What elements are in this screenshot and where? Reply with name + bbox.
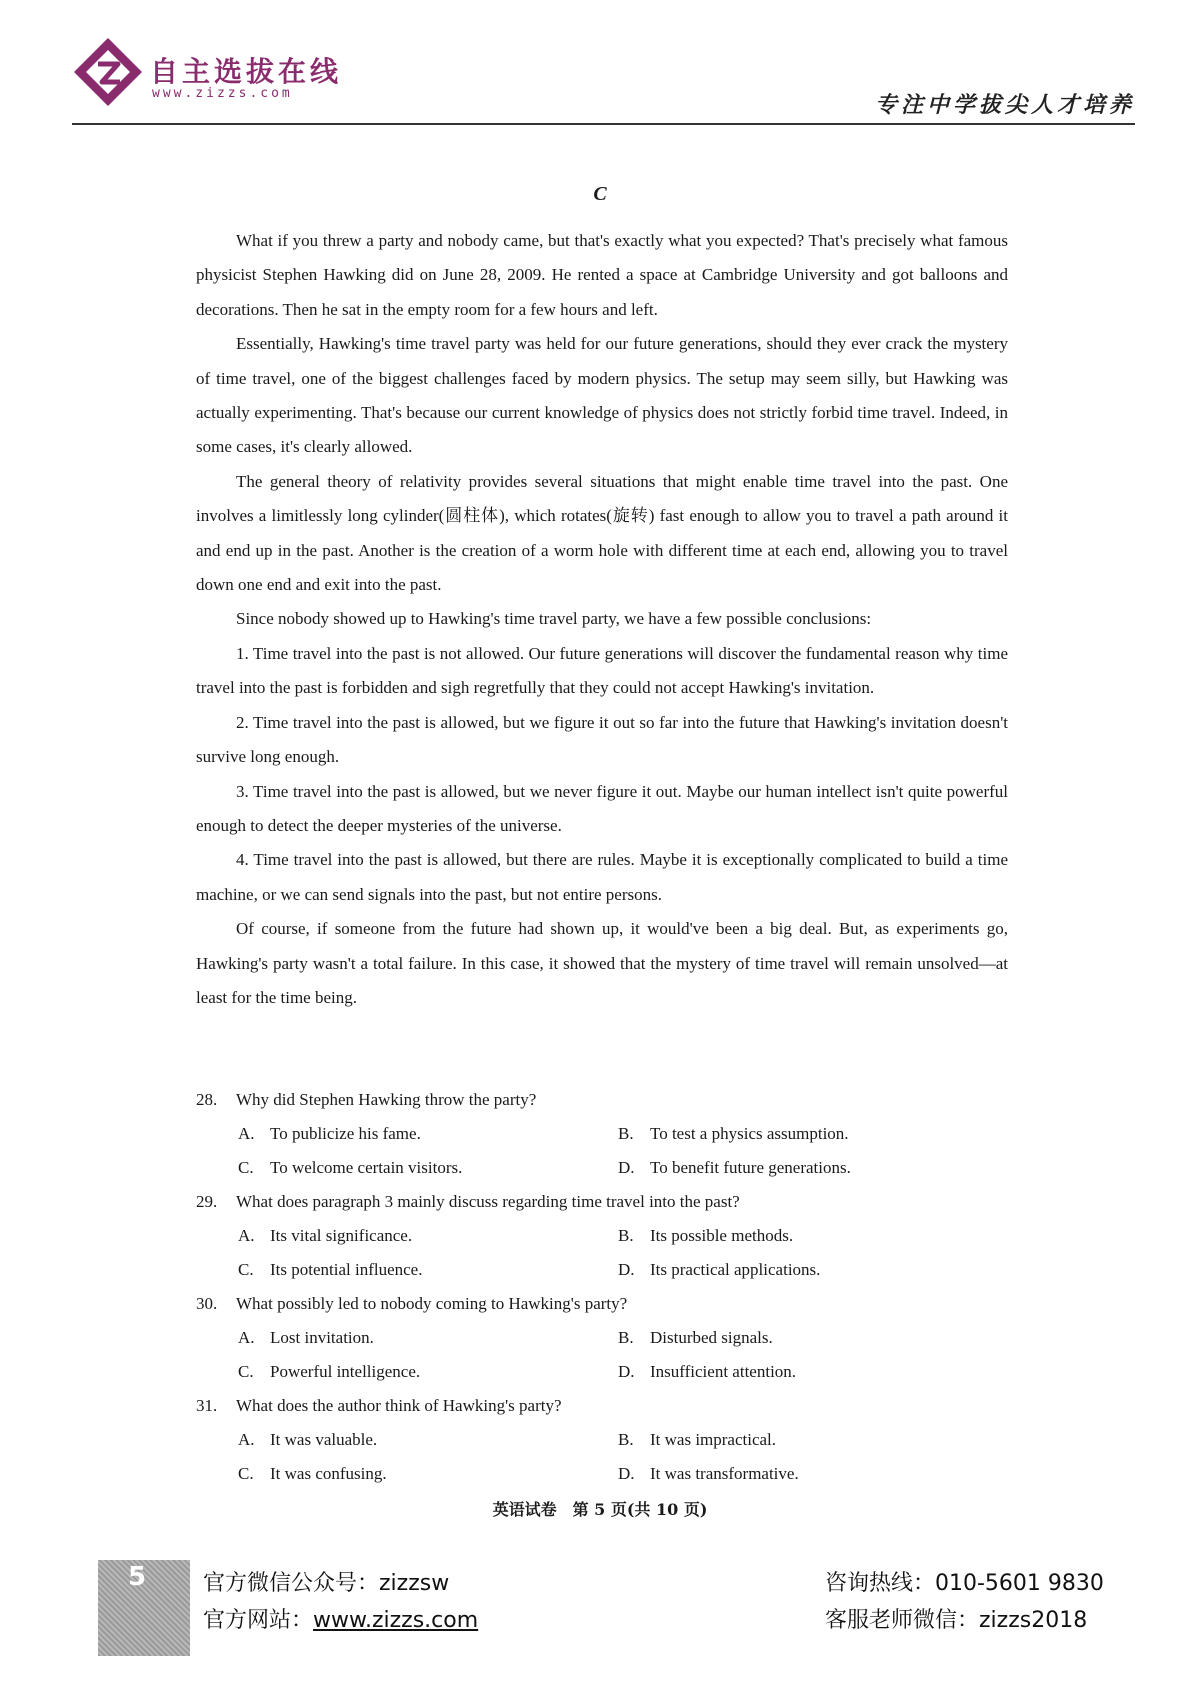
question-stem: What does the author think of Hawking's party? — [236, 1396, 562, 1415]
answer-option — [618, 1151, 998, 1185]
option-text: Insufficient attention. — [650, 1362, 797, 1381]
brand-name: 自主选拔在线 — [150, 55, 343, 88]
option-text: It was valuable. — [270, 1430, 378, 1449]
passage-paragraph: The general theory of relativity provides several situations that might enable time travel into the past. One involves a limitlessly long cylinder(圆柱体), which rotates(旋转) fast enough to allow you to travel a path around it and end up in the past. Another is the creation of a worm hole with different time at each end, allowing you to travel down one end and exit into the past. — [196, 471, 1008, 595]
option-text: Disturbed signals. — [650, 1328, 773, 1347]
question-stem: What does paragraph 3 mainly discuss regarding time travel into the past? — [236, 1192, 740, 1211]
option-letter: B. — [618, 1124, 634, 1143]
section-title: C — [593, 183, 607, 205]
option-letter: A. — [238, 1226, 255, 1245]
question-item — [196, 1389, 1008, 1491]
question-item — [196, 1287, 1008, 1389]
website-label: 官方网站： — [203, 1608, 314, 1633]
passage-paragraph: 3. Time travel into the past is allowed, but we never figure it out. Maybe our human intellect isn't quite powerful enough to detect the deeper mysteries of the universe. — [196, 781, 1008, 835]
consult-hotline: 咨询热线：010-5601 9830 — [825, 1571, 1104, 1596]
option-letter: B. — [618, 1328, 634, 1347]
passage-paragraph: 2. Time travel into the past is allowed, but we figure it out so far into the future that Hawking's invitation doesn't survive long enough. — [196, 712, 1008, 767]
option-text: Lost invitation. — [270, 1328, 374, 1347]
answer-option — [238, 1253, 618, 1287]
header-slogan: 专注中学拔尖人才培养 — [874, 93, 1135, 118]
option-text: It was impractical. — [650, 1430, 777, 1449]
question-number: 28. — [196, 1090, 218, 1109]
option-text: To benefit future generations. — [650, 1158, 851, 1177]
option-letter: C. — [238, 1464, 254, 1483]
page-number-badge — [98, 1560, 190, 1656]
option-letter: D. — [618, 1260, 635, 1279]
passage-paragraph: Since nobody showed up to Hawking's time travel party, we have a few possible conclusions: — [236, 609, 872, 629]
question-stem: Why did Stephen Hawking throw the party? — [236, 1090, 537, 1109]
website-link[interactable]: www.zizzs.com — [313, 1608, 479, 1633]
option-letter: C. — [238, 1362, 254, 1381]
option-letter: C. — [238, 1260, 254, 1279]
answer-option — [238, 1219, 618, 1253]
brand-url: www.zizzs.com — [152, 86, 293, 101]
option-text: Powerful intelligence. — [270, 1362, 421, 1381]
question-list — [196, 1083, 1008, 1491]
option-letter: B. — [618, 1226, 634, 1245]
passage-paragraph: Essentially, Hawking's time travel party was held for our future generations, should they ever crack the mystery of time travel, one of the biggest challenges faced by modern physics. The setup may seem silly, but Hawking was actually experimenting. That's because our current knowledge of physics does not strictly forbid time travel. Indeed, in some cases, it's clearly allowed. — [196, 334, 1008, 457]
option-letter: A. — [238, 1328, 255, 1347]
option-letter: D. — [618, 1158, 635, 1177]
answer-option — [618, 1321, 998, 1355]
official-website — [203, 1603, 478, 1634]
passage-paragraph: What if you threw a party and nobody came, but that's exactly what you expected? That's precisely what famous physicist Stephen Hawking did on June 28, 2009. He rented a space at Cambridge University and got balloons and decorations. Then he sat in the empty room for a few hours and left. — [196, 231, 1008, 319]
option-text: Its potential influence. — [270, 1260, 423, 1279]
question-number: 31. — [196, 1396, 218, 1415]
question-stem: What possibly led to nobody coming to Hawking's party? — [236, 1294, 628, 1313]
answer-option — [618, 1117, 998, 1151]
option-letter: D. — [618, 1362, 635, 1381]
option-letter: A. — [238, 1430, 255, 1449]
option-text: Its possible methods. — [650, 1226, 794, 1245]
question-number: 30. — [196, 1294, 218, 1313]
answer-option — [238, 1457, 618, 1491]
passage-paragraph: 1. Time travel into the past is not allowed. Our future generations will discover the fundamental reason why time travel into the past is forbidden and sigh regretfully that they could not accept Hawking's invitation. — [196, 643, 1008, 698]
passage-paragraph: 4. Time travel into the past is allowed, but there are rules. Maybe it is exceptionally complicated to build a time machine, or we can send signals into the past, but not entire persons. — [196, 850, 1008, 904]
answer-option — [238, 1117, 618, 1151]
option-text: It was confusing. — [270, 1464, 387, 1483]
answer-option — [238, 1151, 618, 1185]
header-divider — [72, 123, 1135, 125]
option-text: Its vital significance. — [270, 1226, 413, 1245]
answer-option — [618, 1253, 998, 1287]
brand-logo-icon — [72, 36, 144, 108]
page-number-footer: 英语试卷 第 5 页(共 10 页) — [492, 1500, 708, 1519]
passage-paragraph: Of course, if someone from the future had shown up, it would've been a big deal. But, as experiments go, Hawking's party wasn't a total failure. In this case, it showed that the mystery of time travel will remain unsolved—at least for the time being. — [196, 919, 1008, 1007]
option-letter: B. — [618, 1430, 634, 1449]
page-header — [0, 0, 1200, 125]
question-number: 29. — [196, 1192, 218, 1211]
option-text: Its practical applications. — [650, 1260, 821, 1279]
option-text: To welcome certain visitors. — [270, 1158, 463, 1177]
answer-option — [618, 1457, 998, 1491]
option-letter: C. — [238, 1158, 254, 1177]
question-item — [196, 1083, 1008, 1185]
option-letter: A. — [238, 1124, 255, 1143]
answer-option — [238, 1423, 618, 1457]
answer-option — [238, 1355, 618, 1389]
answer-option — [618, 1219, 998, 1253]
question-item — [196, 1185, 1008, 1287]
reading-passage — [196, 224, 1008, 1015]
page-number: 5 — [128, 1562, 147, 1592]
answer-option — [238, 1321, 618, 1355]
service-wechat: 客服老师微信：zizzs2018 — [825, 1608, 1088, 1633]
answer-option — [618, 1423, 998, 1457]
option-letter: D. — [618, 1464, 635, 1483]
option-text: It was transformative. — [650, 1464, 799, 1483]
option-text: To publicize his fame. — [270, 1124, 421, 1143]
option-text: To test a physics assumption. — [650, 1124, 849, 1143]
answer-option — [618, 1355, 998, 1389]
wechat-public-account: 官方微信公众号：zizzsw — [203, 1571, 450, 1596]
